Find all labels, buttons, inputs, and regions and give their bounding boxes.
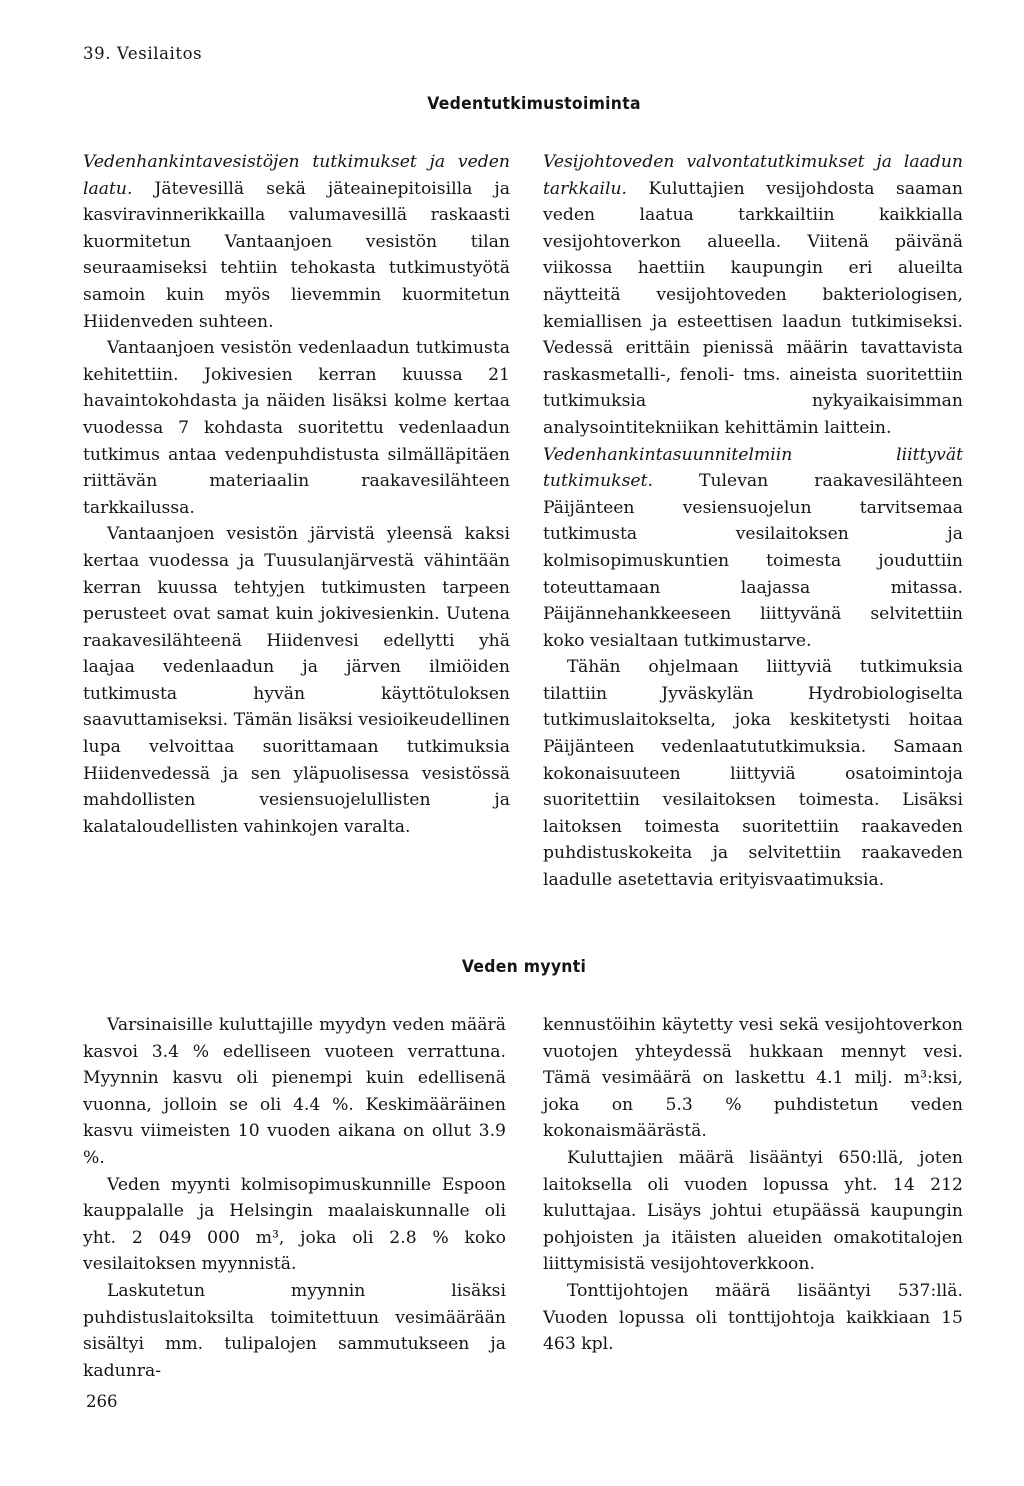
paragraph-lead: Vedenhankintasuunnitelmiin liittyvät tutkimukset. xyxy=(543,444,963,492)
paragraph: Vantaanjoen vesistön järvistä yleensä kaksi kertaa vuodessa ja Tuusulanjärvestä vähintään kerran kuussa tehtyjen tutkimusten tarpeen perusteet ovat samat kuin jokivesienkin. Uutena raakavesilähteenä Hiidenvesi edellytti yhä laajaa vedenlaadun ja järven ilmiöiden tutkimusta hyvän käyttötuloksen saavuttamiseksi. Tämän lisäksi vesioikeudellinen lupa velvoittaa suorittamaan tutkimuksia Hiidenvedessä ja sen yläpuolisessa vesistössä mahdollisten vesiensuojelullisten ja kalataloudellisten vahinkojen varalta. xyxy=(83,524,510,837)
paragraph xyxy=(83,149,510,335)
running-head: 39. Vesilaitos xyxy=(83,44,203,63)
section-heading-veden-myynti: Veden myynti xyxy=(461,957,587,977)
paragraph: Laskutetun myynnin lisäksi puhdistuslaitoksilta toimitettuun vesimäärään sisältyi mm. tulipalojen sammutukseen ja kadunra- xyxy=(83,1280,506,1381)
paragraph: Vantaanjoen vesistön vedenlaadun tutkimusta kehitettiin. Jokivesien kerran kuussa 21 havaintokohdasta ja näiden lisäksi kolme kertaa vuodessa 7 kohdasta suoritettu vedenlaadun tutkimus antaa vedenpuhdistusta silmälläpitäen riittävän materiaalin raakavesilähteen tarkkailussa. xyxy=(83,338,510,518)
section1-right-column xyxy=(543,149,963,894)
paragraph-text: Kuluttajien vesijohdosta saaman veden laatua tarkkailtiin kaikkialla vesijohtoverkon alueella. Viitenä päivänä viikossa haettiin kaupungin eri alueilta näytteitä vesijohtoveden bakteriologisen, kemiallisen ja esteettisen laadun tutkimiseksi. Vedessä erittäin pienissä määrin tavattavista raskasmetalli-, fenoli- tms. aineista suoritettiin tutkimuksia nykyaikaisimman analysointitekniikan kehittämin laittein. xyxy=(543,178,963,438)
paragraph: kennustöihin käytetty vesi sekä vesijohtoverkon vuotojen yhteydessä hukkaan mennyt vesi. Tämä vesimäärä on laskettu 4.1 milj. m³:ksi, joka on 5.3 % puhdistetun veden kokonaismäärästä. xyxy=(543,1015,963,1142)
paragraph-lead: Vesijohtoveden valvontatutkimukset ja laadun tarkkailu. xyxy=(543,152,963,199)
paragraph: Tonttijohtojen määrä lisääntyi 537:llä. Vuoden lopussa oli tonttijohtoja kaikkiaan 15 463 kpl. xyxy=(543,1280,963,1355)
paragraph-lead: Vedenhankintavesistöjen tutkimukset ja veden laatu. xyxy=(83,152,510,199)
page-number: 266 xyxy=(86,1392,118,1411)
section2-left-column xyxy=(83,1012,506,1384)
section1-left-column xyxy=(83,149,510,840)
paragraph: Kuluttajien määrä lisääntyi 650:llä, joten laitoksella oli vuoden lopussa yht. 14 212 kuluttajaa. Lisäys johtui etupäässä kaupungin pohjoisten ja itäisten alueiden omakotitalojen liittymisistä vesijohtoverkkoon. xyxy=(543,1147,963,1275)
paragraph: Varsinaisille kuluttajille myydyn veden määrä kasvoi 3.4 % edelliseen vuoteen verrattuna. Myynnin kasvu oli pienempi kuin edellisenä vuonna, jolloin se oli 4.4 %. Keskimääräinen kasvu viimeisten 10 vuoden aikana on ollut 3.9 %. xyxy=(83,1015,506,1168)
paragraph-text: Tulevan raakavesilähteen Päijänteen vesiensuojelun tarvitsemaa tutkimusta vesilaitoksen ja kolmisopimuskuntien toimesta jouduttiin toteuttamaan laajassa mitassa. Päijännehankkeeseen liittyvänä selvitettiin koko vesialtaan tutkimustarve. xyxy=(543,471,963,651)
paragraph: Tähän ohjelmaan liittyviä tutkimuksia tilattiin Jyväskylän Hydrobiologiselta tutkimuslaitokselta, joka keskitetysti hoitaa Päijänteen vedenlaatututkimuksia. Samaan kokonaisuuteen liittyviä osatoimintoja suoritettiin vesilaitoksen toimesta. Lisäksi laitoksen toimesta suoritettiin raakaveden puhdistuskokeita ja selvitettiin raakaveden laadulle asetettavia erityisvaatimuksia. xyxy=(543,657,963,891)
section-heading-vedentutkimustoiminta: Vedentutkimustoiminta xyxy=(427,94,641,114)
paragraph xyxy=(543,442,963,655)
paragraph-text: Jätevesillä sekä jäteainepitoisilla ja kasviravinnerikkailla valumavesillä raskaasti kuormitetun Vantaanjoen vesistön tilan seuraamiseksi tehtiin tehokasta tutkimustyötä samoin kuin myös lievemmin kuormitetun Hiidenveden suhteen. xyxy=(83,178,510,332)
paragraph: Veden myynti kolmisopimuskunnille Espoon kauppalalle ja Helsingin maalaiskunnalle oli yht. 2 049 000 m³, joka oli 2.8 % koko vesilaitoksen myynnistä. xyxy=(83,1174,506,1275)
section2-right-column xyxy=(543,1012,963,1358)
paragraph xyxy=(543,149,963,442)
